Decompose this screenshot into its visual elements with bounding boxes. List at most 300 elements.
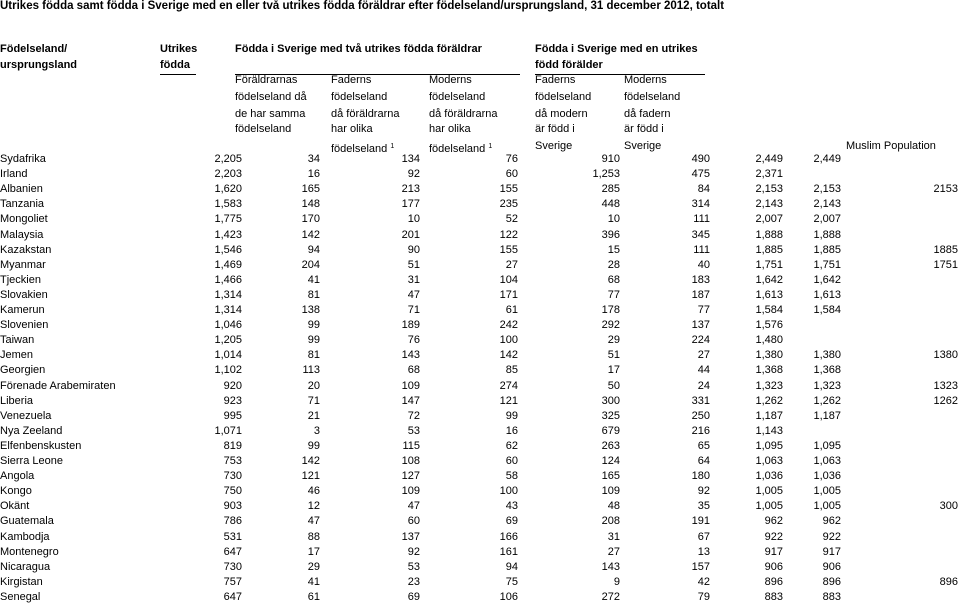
cell-value: 1,071 [214, 424, 242, 437]
cell-value: 250 [691, 409, 710, 422]
cell-value: 1380 [933, 349, 958, 362]
cell-value: 1,143 [755, 424, 783, 437]
cell-value: 23 [407, 575, 420, 588]
cell-value: 2153 [933, 183, 958, 196]
table-row [0, 439, 960, 454]
cell-value: 1,036 [813, 470, 841, 483]
cell-value: 41 [307, 575, 320, 588]
cell-value: 1,546 [214, 243, 242, 256]
table-row [0, 424, 960, 439]
cell-value: 166 [499, 530, 518, 543]
table-row [0, 499, 960, 514]
table-row [0, 273, 960, 288]
cell-value: 331 [691, 394, 710, 407]
header-muslim-population: Muslim Population [846, 140, 936, 152]
cell-value: 1,323 [813, 379, 841, 392]
cell-value: 1262 [933, 394, 958, 407]
cell-country: Kongo [0, 485, 32, 498]
cell-country: Kirgistan [0, 575, 43, 588]
cell-value: 28 [607, 258, 620, 271]
cell-value: 819 [223, 439, 242, 452]
cell-value: 155 [499, 183, 518, 196]
cell-value: 1,314 [214, 304, 242, 316]
cell-value: 92 [407, 545, 420, 558]
cell-value: 67 [697, 530, 710, 543]
table-row [0, 228, 960, 243]
table-row [0, 182, 960, 197]
cell-value: 1,613 [755, 288, 783, 301]
cell-value: 65 [697, 439, 710, 452]
cell-value: 679 [601, 424, 620, 437]
cell-value: 1,423 [214, 228, 242, 241]
table-row [0, 152, 960, 167]
cell-value: 76 [407, 334, 420, 347]
cell-country: Georgien [0, 364, 46, 377]
cell-country: Tanzania [0, 198, 45, 211]
cell-value: 1,314 [214, 288, 242, 301]
cell-country: Kazakstan [0, 243, 52, 256]
cell-value: 1,005 [755, 485, 783, 498]
cell-value: 99 [307, 334, 320, 347]
cell-value: 85 [505, 364, 518, 377]
cell-value: 906 [822, 560, 841, 573]
table-row [0, 303, 960, 318]
table-row [0, 394, 960, 409]
cell-value: 2,449 [755, 153, 783, 165]
cell-value: 94 [505, 560, 518, 573]
header-group-one-parent-line1: Födda i Sverige med en utrikes [535, 43, 698, 55]
cell-value: 138 [301, 304, 320, 316]
cell-value: 272 [601, 590, 620, 603]
cell-value: 62 [505, 439, 518, 452]
cell-value: 1,584 [813, 304, 841, 316]
table-row [0, 560, 960, 575]
cell-value: 61 [505, 304, 518, 316]
cell-value: 42 [697, 575, 710, 588]
cell-value: 147 [401, 394, 420, 407]
table-row [0, 409, 960, 424]
cell-value: 1,005 [755, 500, 783, 513]
cell-value: 1885 [933, 243, 958, 256]
cell-value: 325 [601, 409, 620, 422]
cell-country: Sydafrika [0, 153, 46, 165]
table-row [0, 318, 960, 333]
cell-value: 903 [223, 500, 242, 513]
cell-value: 17 [307, 545, 320, 558]
cell-value: 21 [307, 409, 320, 422]
cell-value: 60 [407, 515, 420, 528]
cell-value: 1,095 [813, 439, 841, 452]
cell-value: 1,046 [214, 319, 242, 332]
cell-value: 100 [499, 334, 518, 347]
cell-value: 12 [307, 500, 320, 513]
cell-value: 274 [499, 379, 518, 392]
cell-value: 13 [697, 545, 710, 558]
cell-country: Guatemala [0, 515, 54, 528]
cell-value: 531 [223, 530, 242, 543]
cell-value: 180 [691, 470, 710, 483]
cell-value: 29 [607, 334, 620, 347]
cell-value: 64 [697, 455, 710, 467]
cell-value: 35 [697, 500, 710, 513]
table-row [0, 167, 960, 182]
cell-value: 27 [697, 349, 710, 362]
cell-value: 923 [223, 394, 242, 407]
cell-country: Slovakien [0, 288, 48, 301]
cell-value: 448 [601, 198, 620, 211]
cell-value: 47 [407, 500, 420, 513]
table-row [0, 379, 960, 394]
cell-value: 44 [697, 364, 710, 377]
cell-value: 81 [307, 349, 320, 362]
cell-value: 730 [223, 560, 242, 573]
cell-value: 1,576 [755, 319, 783, 332]
cell-value: 27 [505, 258, 518, 271]
table-row [0, 258, 960, 273]
cell-country: Kambodja [0, 530, 50, 543]
table-row [0, 363, 960, 378]
cell-value: 1323 [933, 379, 958, 392]
table-row [0, 545, 960, 560]
cell-value: 9 [613, 575, 620, 588]
cell-value: 183 [691, 273, 710, 286]
cell-value: 137 [691, 319, 710, 332]
cell-country: Angola [0, 470, 35, 483]
cell-value: 178 [601, 304, 620, 316]
cell-country: Irland [0, 168, 28, 181]
cell-country: Senegal [0, 590, 41, 603]
cell-country: Elfenbenskusten [0, 439, 82, 452]
cell-country: Okänt [0, 500, 30, 513]
cell-value: 962 [764, 515, 783, 528]
cell-value: 292 [601, 319, 620, 332]
cell-value: 52 [505, 213, 518, 226]
cell-value: 108 [401, 455, 420, 467]
cell-value: 922 [822, 530, 841, 543]
cell-value: 1,063 [813, 455, 841, 467]
footnote-marker: 1 [488, 143, 493, 150]
cell-value: 109 [401, 485, 420, 498]
cell-value: 2,153 [813, 183, 841, 196]
cell-country: Myanmar [0, 258, 46, 271]
cell-value: 1751 [933, 258, 958, 271]
cell-value: 1,262 [813, 394, 841, 407]
cell-value: 34 [307, 153, 320, 165]
table-row [0, 469, 960, 484]
cell-value: 161 [499, 545, 518, 558]
cell-value: 1,751 [755, 258, 783, 271]
cell-value: 79 [697, 590, 710, 603]
cell-country: Nya Zeeland [0, 424, 63, 437]
cell-value: 92 [407, 168, 420, 181]
cell-value: 143 [601, 560, 620, 573]
cell-value: 46 [307, 485, 320, 498]
cell-value: 10 [607, 213, 620, 226]
cell-value: 917 [822, 545, 841, 558]
cell-value: 88 [307, 530, 320, 543]
cell-value: 1,014 [214, 349, 242, 362]
cell-value: 962 [822, 515, 841, 528]
table-row [0, 575, 960, 590]
cell-value: 104 [499, 273, 518, 286]
cell-value: 109 [401, 379, 420, 392]
cell-value: 1,036 [755, 470, 783, 483]
cell-country: Taiwan [0, 334, 35, 347]
cell-value: 50 [607, 379, 620, 392]
cell-value: 121 [301, 470, 320, 483]
cell-value: 48 [607, 500, 620, 513]
cell-value: 121 [499, 394, 518, 407]
cell-value: 647 [223, 545, 242, 558]
cell-value: 1,466 [214, 273, 242, 286]
cell-value: 109 [601, 485, 620, 498]
cell-value: 730 [223, 470, 242, 483]
cell-value: 81 [307, 288, 320, 301]
cell-value: 113 [302, 364, 320, 377]
cell-country: Slovenien [0, 319, 49, 332]
cell-value: 2,007 [755, 213, 783, 226]
cell-value: 750 [223, 485, 242, 498]
cell-value: 31 [607, 530, 620, 543]
cell-country: Förenade Arabemiraten [0, 379, 116, 392]
table-row [0, 243, 960, 258]
cell-value: 51 [607, 349, 620, 362]
cell-value: 786 [223, 515, 242, 528]
cell-value: 1,380 [813, 349, 841, 362]
cell-value: 40 [697, 258, 710, 271]
cell-value: 3 [313, 424, 320, 437]
cell-value: 1,751 [813, 258, 841, 271]
cell-value: 1,262 [755, 394, 783, 407]
cell-value: 1,368 [813, 364, 841, 377]
cell-value: 2,143 [755, 198, 783, 211]
cell-value: 170 [301, 213, 320, 226]
cell-value: 647 [223, 590, 242, 603]
table-row [0, 484, 960, 499]
header-col-country-line1: Födelseland/ [0, 43, 68, 55]
cell-value: 1,187 [813, 409, 841, 422]
cell-value: 883 [822, 590, 841, 603]
cell-country: Jemen [0, 349, 34, 362]
cell-value: 53 [407, 424, 420, 437]
cell-value: 31 [407, 273, 420, 286]
cell-value: 1,583 [214, 198, 242, 211]
cell-value: 216 [691, 424, 710, 437]
cell-value: 60 [505, 168, 518, 181]
cell-value: 314 [691, 198, 710, 211]
cell-value: 142 [301, 455, 320, 467]
cell-value: 1,642 [755, 273, 783, 286]
cell-country: Venezuela [0, 409, 52, 422]
cell-value: 224 [691, 334, 710, 347]
cell-value: 1,620 [214, 183, 242, 196]
cell-value: 187 [691, 288, 710, 301]
cell-value: 2,153 [755, 183, 783, 196]
cell-value: 115 [402, 439, 420, 452]
cell-value: 84 [697, 183, 710, 196]
cell-value: 2,371 [755, 168, 783, 181]
cell-value: 917 [764, 545, 783, 558]
cell-value: 122 [499, 228, 518, 241]
cell-value: 204 [301, 258, 320, 271]
cell-value: 111 [693, 213, 710, 226]
cell-value: 10 [407, 213, 420, 226]
header-col-foreign-born-line1: Utrikes [160, 43, 198, 55]
table-row [0, 288, 960, 303]
cell-value: 137 [401, 530, 420, 543]
cell-value: 263 [601, 439, 620, 452]
cell-value: 24 [697, 379, 710, 392]
header-underline-foreign-born [160, 74, 196, 75]
cell-value: 142 [301, 228, 320, 241]
cell-value: 69 [505, 515, 518, 528]
cell-value: 99 [307, 319, 320, 332]
cell-value: 60 [505, 455, 518, 467]
cell-value: 20 [307, 379, 320, 392]
cell-value: 77 [607, 288, 620, 301]
cell-value: 2,205 [214, 153, 242, 165]
cell-value: 71 [407, 304, 420, 316]
cell-value: 171 [499, 288, 518, 301]
table-row [0, 333, 960, 348]
cell-value: 111 [693, 243, 710, 256]
cell-value: 213 [401, 183, 420, 196]
cell-value: 15 [607, 243, 620, 256]
cell-value: 177 [401, 198, 420, 211]
cell-value: 2,007 [813, 213, 841, 226]
cell-value: 300 [939, 500, 958, 513]
table-row [0, 348, 960, 363]
cell-country: Tjeckien [0, 273, 41, 286]
cell-value: 1,253 [592, 168, 620, 181]
footnote-marker: 1 [390, 143, 395, 150]
cell-value: 68 [407, 364, 420, 377]
cell-value: 76 [505, 153, 518, 165]
cell-value: 995 [223, 409, 242, 422]
cell-value: 1,205 [214, 334, 242, 347]
cell-value: 1,888 [755, 228, 783, 241]
cell-value: 27 [607, 545, 620, 558]
cell-value: 106 [499, 590, 518, 603]
cell-value: 68 [607, 273, 620, 286]
cell-value: 124 [601, 455, 620, 467]
cell-value: 189 [401, 319, 420, 332]
cell-value: 235 [499, 198, 518, 211]
cell-value: 77 [697, 304, 710, 316]
header-group-one-parent-line2: född förälder [535, 59, 603, 71]
cell-value: 165 [601, 470, 620, 483]
cell-country: Mongoliet [0, 213, 48, 226]
cell-country: Montenegro [0, 545, 59, 558]
cell-value: 155 [499, 243, 518, 256]
cell-value: 90 [407, 243, 420, 256]
cell-value: 148 [301, 198, 320, 211]
cell-value: 99 [505, 409, 518, 422]
cell-value: 99 [307, 439, 320, 452]
page-title: Utrikes födda samt födda i Sverige med en eller två utrikes födda föräldrar efter födelseland/ursprungsland, 31 december 2012, totalt [0, 0, 725, 12]
cell-value: 143 [401, 349, 420, 362]
table-row [0, 212, 960, 227]
cell-value: 47 [307, 515, 320, 528]
cell-value: 1,480 [755, 334, 783, 347]
cell-value: 1,187 [755, 409, 783, 422]
cell-value: 1,005 [813, 485, 841, 498]
cell-value: 127 [401, 470, 420, 483]
table-row [0, 454, 960, 469]
cell-value: 1,642 [813, 273, 841, 286]
cell-value: 1,888 [813, 228, 841, 241]
cell-value: 16 [505, 424, 518, 437]
cell-value: 92 [697, 485, 710, 498]
cell-value: 1,380 [755, 349, 783, 362]
cell-country: Malaysia [0, 228, 44, 241]
header-col-foreign-born-line2: födda [160, 59, 190, 71]
cell-value: 345 [691, 228, 710, 241]
cell-value: 2,143 [813, 198, 841, 211]
cell-value: 910 [601, 153, 620, 165]
cell-value: 1,095 [755, 439, 783, 452]
cell-value: 58 [505, 470, 518, 483]
cell-value: 1,323 [755, 379, 783, 392]
cell-value: 191 [691, 515, 710, 528]
cell-value: 753 [223, 455, 242, 467]
cell-value: 100 [499, 485, 518, 498]
cell-value: 47 [407, 288, 420, 301]
cell-value: 1,775 [214, 213, 242, 226]
table-row [0, 590, 960, 605]
cell-value: 61 [307, 590, 320, 603]
cell-value: 396 [601, 228, 620, 241]
cell-value: 165 [301, 183, 320, 196]
cell-value: 157 [691, 560, 710, 573]
cell-value: 43 [505, 500, 518, 513]
cell-value: 896 [822, 575, 841, 588]
cell-value: 69 [407, 590, 420, 603]
cell-value: 1,005 [813, 500, 841, 513]
cell-value: 51 [407, 258, 420, 271]
cell-value: 906 [764, 560, 783, 573]
cell-value: 41 [307, 273, 320, 286]
cell-value: 285 [601, 183, 620, 196]
cell-value: 1,613 [813, 288, 841, 301]
cell-value: 883 [764, 590, 783, 603]
cell-value: 1,063 [755, 455, 783, 467]
cell-value: 75 [505, 575, 518, 588]
cell-value: 17 [607, 364, 620, 377]
cell-value: 142 [499, 349, 518, 362]
cell-value: 757 [223, 575, 242, 588]
cell-value: 29 [307, 560, 320, 573]
table-row [0, 197, 960, 212]
cell-country: Albanien [0, 183, 43, 196]
table-row [0, 530, 960, 545]
cell-country: Sierra Leone [0, 455, 63, 467]
cell-value: 71 [307, 394, 320, 407]
cell-value: 53 [407, 560, 420, 573]
cell-country: Kamerun [0, 304, 45, 316]
cell-value: 2,449 [813, 153, 841, 165]
table-row [0, 514, 960, 529]
cell-value: 896 [939, 575, 958, 588]
cell-value: 16 [307, 168, 320, 181]
cell-value: 242 [499, 319, 518, 332]
cell-value: 134 [401, 153, 420, 165]
cell-value: 1,584 [755, 304, 783, 316]
cell-value: 896 [764, 575, 783, 588]
cell-value: 922 [764, 530, 783, 543]
header-col-country-line2: ursprungsland [0, 59, 78, 71]
cell-country: Nicaragua [0, 560, 51, 573]
